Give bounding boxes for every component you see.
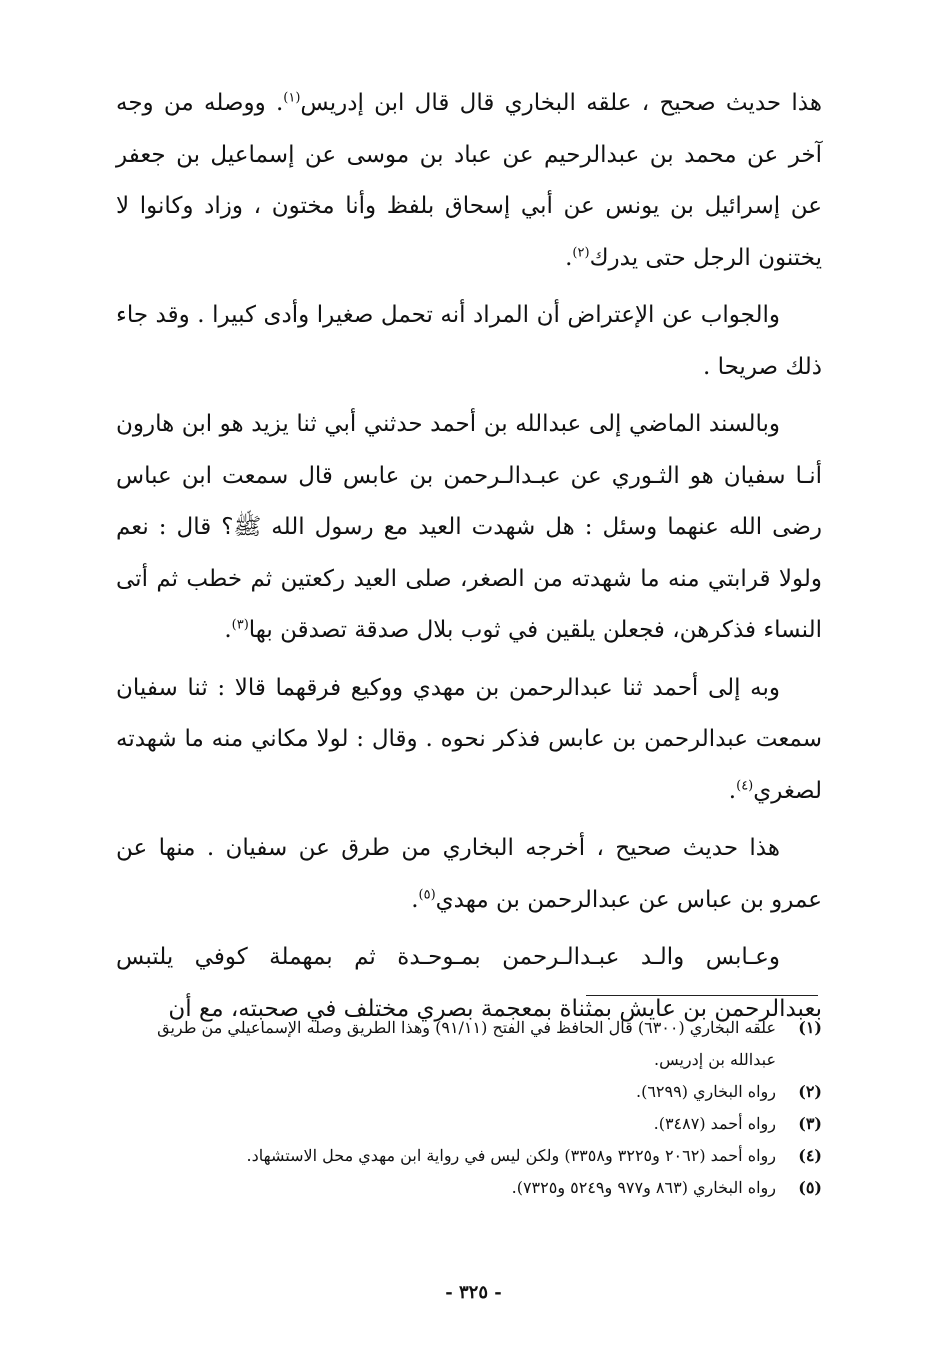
footnote-2 <box>110 1076 822 1108</box>
footnotes <box>110 1012 822 1204</box>
body-text <box>116 78 822 1041</box>
paragraph-6: وعـابس والـد عبـدالـرحمن بمـوحـدة ثم بمهملة كوفي يلتبس بعبدالرحمن بن عايش بمثناة بمعجمة بصري مختلف في صحبته، مع أن <box>116 944 822 1022</box>
footnote-number: (١) <box>798 1018 822 1037</box>
footnote-number: (٤) <box>798 1146 822 1165</box>
footnote-text: علقه البخاري (٦٣٠٠) قال الحافظ في الفتح (٩١/١١) وهذا الطريق وصله الإسماعيلي من طريق عبدالله بن إدريس. <box>157 1018 776 1069</box>
footnote-1 <box>110 1012 822 1076</box>
paragraph-3: وبالسند الماضي إلى عبدالله بن أحمد حدثني أبي ثنا يزيد هو ابن هارون أنـا سفيان هو الثـوري عن عبـدالـرحمن بن عابس قال سمعت ابن عباس رضى الله عنهما وسئل : هل شهدت العيد مع رسول الله ﷺ؟ قال : نعم ولولا قرابتي منه ما شهدته من الصغر، صلى العيد ركعتين ثم خطب ثم أتى النساء فذكرهن، فجعلن يلقين في ثوب بلال صدقة تصدقن بها$^{(٣)}$. <box>116 411 822 643</box>
footnote-divider <box>586 995 818 996</box>
footnote-text: رواه البخاري (٨٦٣ و٩٧٧ و٥٢٤٩ و٧٣٢٥). <box>511 1178 776 1197</box>
footnote-ref-3[interactable]: (٣) <box>231 617 249 633</box>
footnote-number: (٥) <box>798 1178 822 1197</box>
paragraph-2: والجواب عن الإعتراض أن المراد أنه تحمل صغيرا وأدى كبيرا . وقد جاء ذلك صريحا . <box>116 302 822 380</box>
page-number: - ٣٢٥ - <box>445 1282 502 1303</box>
footnote-text: رواه البخاري (٦٢٩٩). <box>636 1082 776 1101</box>
footnote-text: رواه أحمد (٣٤٨٧). <box>653 1114 776 1133</box>
footnote-ref-4[interactable]: (٤) <box>736 777 754 793</box>
footnote-text: رواه أحمد (٢٠٦٢ و٣٢٢٥ و٣٣٥٨) ولكن ليس في رواية ابن مهدي محل الاستشهاد. <box>246 1146 776 1165</box>
footnote-4 <box>110 1140 822 1172</box>
footnote-ref-2[interactable]: (٢) <box>572 244 590 260</box>
paragraph-4: وبه إلى أحمد ثنا عبدالرحمن بن مهدي ووكيع فرقهما قالا : ثنا سفيان سمعت عبدالرحمن بن عابس فذكر نحوه . وقال : لولا مكاني منه ما شهدته لصغري$^{(٤)}$. <box>116 674 822 804</box>
footnote-3 <box>110 1108 822 1140</box>
paragraph-1: هذا حديث صحيح ، علقه البخاري قال قال ابن إدريس$^{(١)}$. ووصله من وجه آخر عن محمد بن عبدالرحيم عن عباد بن موسى عن إسماعيل بن جعفر عن إسرائيل بن يونس عن أبي إسحاق بلفظ وأنا مختون ، وزاد وكانوا لا يختنون الرجل حتى يدرك$^{(٢)}$. <box>116 90 822 271</box>
footnote-number: (٢) <box>798 1082 822 1101</box>
footnote-ref-5[interactable]: (٥) <box>418 886 436 902</box>
footnote-number: (٣) <box>798 1114 822 1133</box>
footnote-5 <box>110 1172 822 1204</box>
footnote-ref-1[interactable]: (١) <box>283 90 301 106</box>
paragraph-5: هذا حديث صحيح ، أخرجه البخاري من طرق عن سفيان . منها عن عمرو بن عباس عن عبدالرحمن بن مهدي$^{(٥)}$. <box>116 835 822 913</box>
